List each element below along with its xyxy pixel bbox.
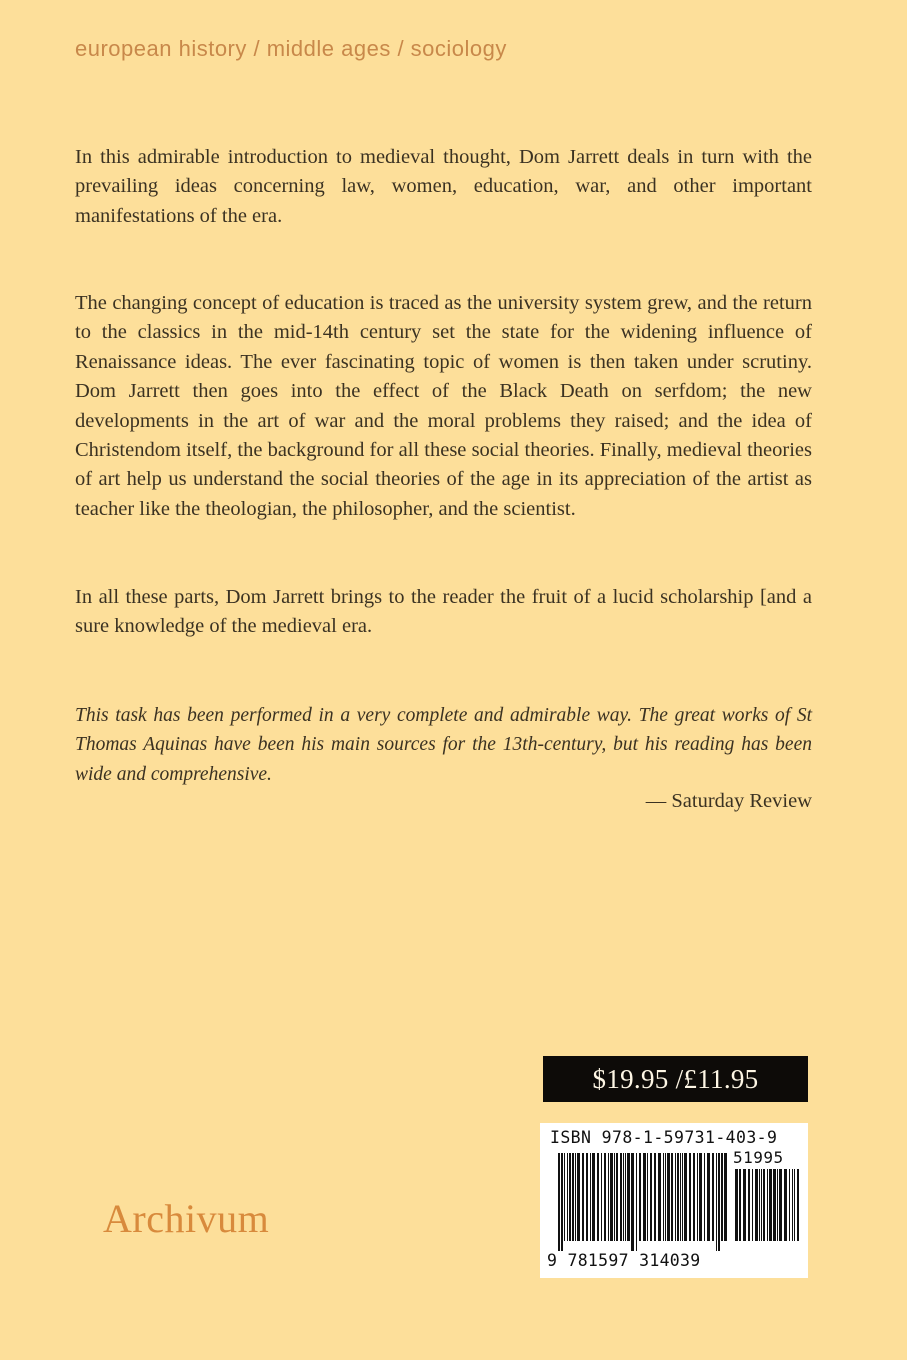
addon-barcode-bars	[735, 1169, 801, 1251]
review-attribution: — Saturday Review	[645, 790, 812, 812]
price-label: $19.95 /£11.95	[543, 1056, 808, 1102]
category-label: european history / middle ages / sociology	[75, 36, 507, 61]
review-quote: This task has been performed in a very complete and admirable way. The great works of St Thomas Aquinas have been his main sources for the 13th-century, but his reading has been wide and comprehensive.	[75, 705, 812, 785]
description-paragraph-1: In this admirable introduction to medieval thought, Dom Jarrett deals in turn with the prevailing ideas concerning law, women, education, war, and other important manifestations of the era.	[75, 146, 812, 227]
price-addon-digits: 51995	[733, 1148, 784, 1167]
publisher-logo-text: Archivum	[103, 1196, 270, 1241]
isbn-label: ISBN 978-1-59731-403-9	[550, 1128, 778, 1147]
ean-digits: 9 781597 314039	[547, 1251, 701, 1270]
description-paragraph-2: The changing concept of education is traced as the university system grew, and the return to the classics in the mid-14th century set the state for the widening influence of Renaissance ideas. The ever fascinating topic of women is then taken under scrutiny. Dom Jarrett then goes into the effect of the Black Death on serfdom; the new developments in the art of war and the moral problems they raised; and the idea of Christendom itself, the background for all these social theories. Finally, medieval theories of art help us understand the social theories of the age in its appreciation of the artist as teacher like the theologian, the philosopher, and the scientist.	[75, 292, 812, 520]
description-paragraph-3: In all these parts, Dom Jarrett brings to the reader the fruit of a lucid scholarship [and a sure knowledge of the medieval era.	[75, 586, 812, 638]
isbn-barcode	[540, 1123, 808, 1278]
barcode-bars	[558, 1153, 728, 1251]
